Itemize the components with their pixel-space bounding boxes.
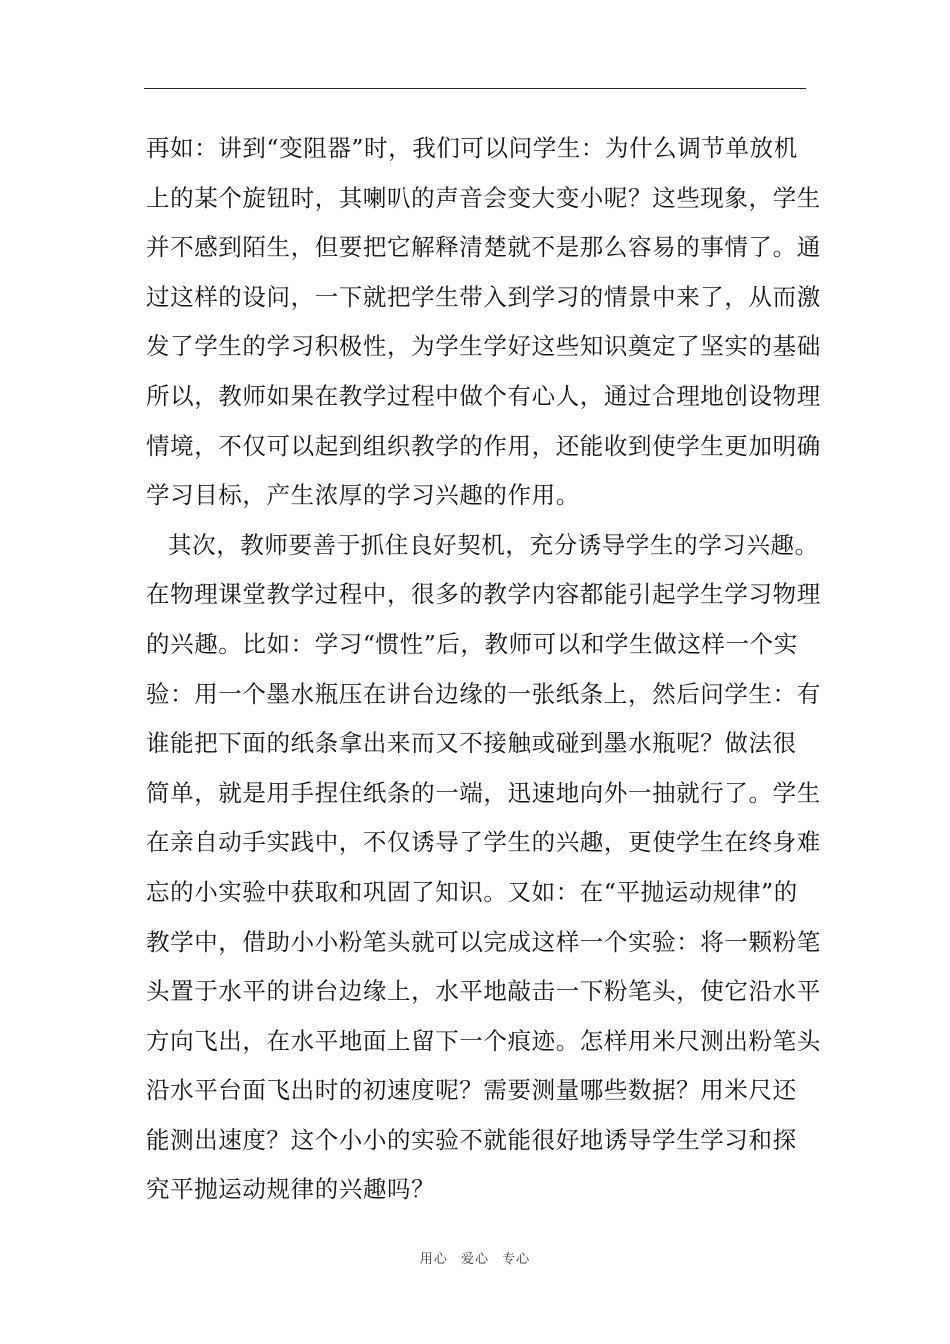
text-line: 在物理课堂教学过程中，很多的教学内容都能引起学生学习物理 — [146, 580, 821, 609]
text-line: 上的某个旋钮时，其喇叭的声音会变大变小呢？这些现象，学生 — [146, 183, 821, 212]
text-line: 谁能把下面的纸条拿出来而又不接触或碰到墨水瓶呢？做法很 — [146, 729, 797, 758]
body-text — [146, 124, 821, 1215]
text-line: 验：用一个墨水瓶压在讲台边缘的一张纸条上，然后问学生：有 — [146, 679, 821, 708]
text-line: 再如：讲到“变阻器”时，我们可以问学生：为什么调节单放机 — [146, 134, 798, 162]
text-line: 简单，就是用手捏住纸条的一端，迅速地向外一抽就行了。学生 — [146, 778, 821, 807]
header-rule — [144, 88, 806, 89]
text-line: 忘的小实验中获取和巩固了知识。又如：在“平抛运动规律”的 — [146, 877, 798, 906]
text-line: 能测出速度？这个小小的实验不就能很好地诱导学生学习和探 — [146, 1125, 797, 1154]
footer-text-2: 爱心 — [460, 1252, 489, 1267]
text-line: 并不感到陌生，但要把它解释清楚就不是那么容易的事情了。通 — [146, 233, 821, 262]
text-line: 情境，不仅可以起到组织教学的作用，还能收到使学生更加明确 — [146, 431, 821, 460]
footer-text-3: 专心 — [502, 1252, 531, 1267]
footer-text-1: 用心 — [419, 1252, 448, 1267]
text-line: 在亲自动手实践中，不仅诱导了学生的兴趣，更使学生在终身难 — [146, 828, 821, 857]
paragraph-start-line: 其次，教师要善于抓住良好契机，充分诱导学生的学习兴趣。 — [168, 530, 819, 559]
text-line: 过这样的设问，一下就把学生带入到学习的情景中来了，从而激 — [146, 282, 821, 311]
text-line: 教学中，借助小小粉笔头就可以完成这样一个实验：将一颗粉笔 — [146, 927, 821, 956]
page-footer — [0, 1248, 950, 1267]
text-line: 究平抛运动规律的兴趣吗？ — [146, 1175, 436, 1204]
text-line: 头置于水平的讲台边缘上，水平地敲击一下粉笔头，使它沿水平 — [146, 977, 821, 1006]
text-line: 发了学生的学习积极性，为学生学好这些知识奠定了坚实的基础 — [146, 332, 821, 361]
text-line: 学习目标，产生浓厚的学习兴趣的作用。 — [146, 481, 580, 510]
text-line: 沿水平台面飞出时的初速度呢？需要测量哪些数据？用米尺还 — [146, 1076, 797, 1105]
text-line: 的兴趣。比如：学习“惯性”后，教师可以和学生做这样一个实 — [146, 629, 798, 658]
text-line: 方向飞出，在水平地面上留下一个痕迹。怎样用米尺测出粉笔头 — [146, 1026, 821, 1055]
text-line: 所以，教师如果在教学过程中做个有心人，通过合理地创设物理 — [146, 381, 821, 410]
